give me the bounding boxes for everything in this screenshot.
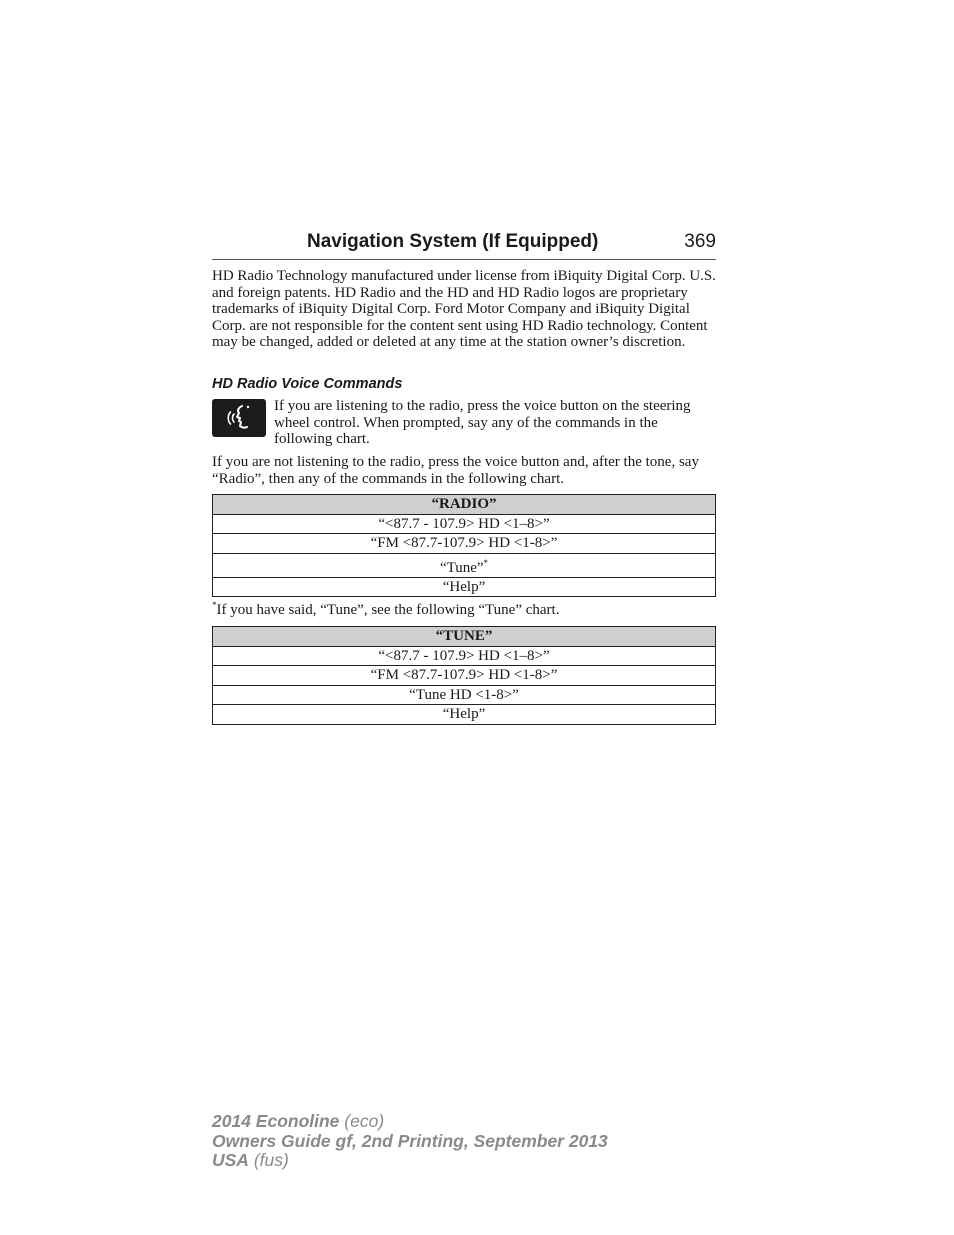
intro-paragraph: HD Radio Technology manufactured under license from iBiquity Digital Corp. U.S. and foreign patents. HD Radio and the HD and HD Radio logos are proprietary trademarks of iBiquity Digital Corp. Ford Motor Company and iBiquity Digital Corp. are not responsible for the content sent using HD Radio technology. Content may be changed, added or deleted at any time at the station owner’s discretion. [212,268,716,351]
table-row [213,577,716,597]
footer-region: USA [212,1150,249,1170]
table-row [213,685,716,705]
table-row [213,646,716,666]
table-cell: “<87.7 - 107.9> HD <1–8>” [213,514,716,534]
table-cell: “Help” [213,577,716,597]
table-row [213,514,716,534]
section-heading: HD Radio Voice Commands [212,376,403,392]
footer-guide: Owners Guide gf, 2nd Printing, September 2013 [212,1130,608,1151]
footer-region-code: (fus) [253,1150,289,1170]
page-header [212,229,716,260]
tune-command: “Tune” [439,559,484,576]
table-row [213,553,716,577]
table-cell: “Help” [213,705,716,725]
page-footer [212,1112,608,1171]
footnote-marker: * [212,600,217,610]
radio-table-header: “RADIO” [213,495,716,515]
table-row [213,534,716,554]
table-cell: “Tune HD <1-8>” [213,685,716,705]
table-cell: “FM <87.7-107.9> HD <1-8>” [213,666,716,686]
table-cell: “<87.7 - 107.9> HD <1–8>” [213,646,716,666]
page-title: Navigation System (If Equipped) [307,231,599,252]
table-cell: “FM <87.7-107.9> HD <1-8>” [213,534,716,554]
voice-command-icon [212,399,266,437]
icon-paragraph: If you are listening to the radio, press the voice button on the steering wheel control. When prompted, say any of the commands in the following chart. [274,398,691,448]
tune-table-header: “TUNE” [213,627,716,647]
footnote-text: If you have said, “Tune”, see the following “Tune” chart. [216,602,560,618]
footer-model-code: (eco) [344,1111,385,1131]
instruction-paragraph: If you are not listening to the radio, press the voice button and, after the tone, say “Radio”, then any of the commands in the following chart. [212,454,699,487]
radio-command-table [212,494,716,597]
table-row [213,666,716,686]
table-cell [213,553,716,577]
footnote [212,600,716,619]
page-number: 369 [684,231,716,252]
footnote-marker: * [483,557,489,568]
table-row [213,705,716,725]
footer-model: 2014 Econoline [212,1111,340,1131]
tune-command-table [212,626,716,725]
